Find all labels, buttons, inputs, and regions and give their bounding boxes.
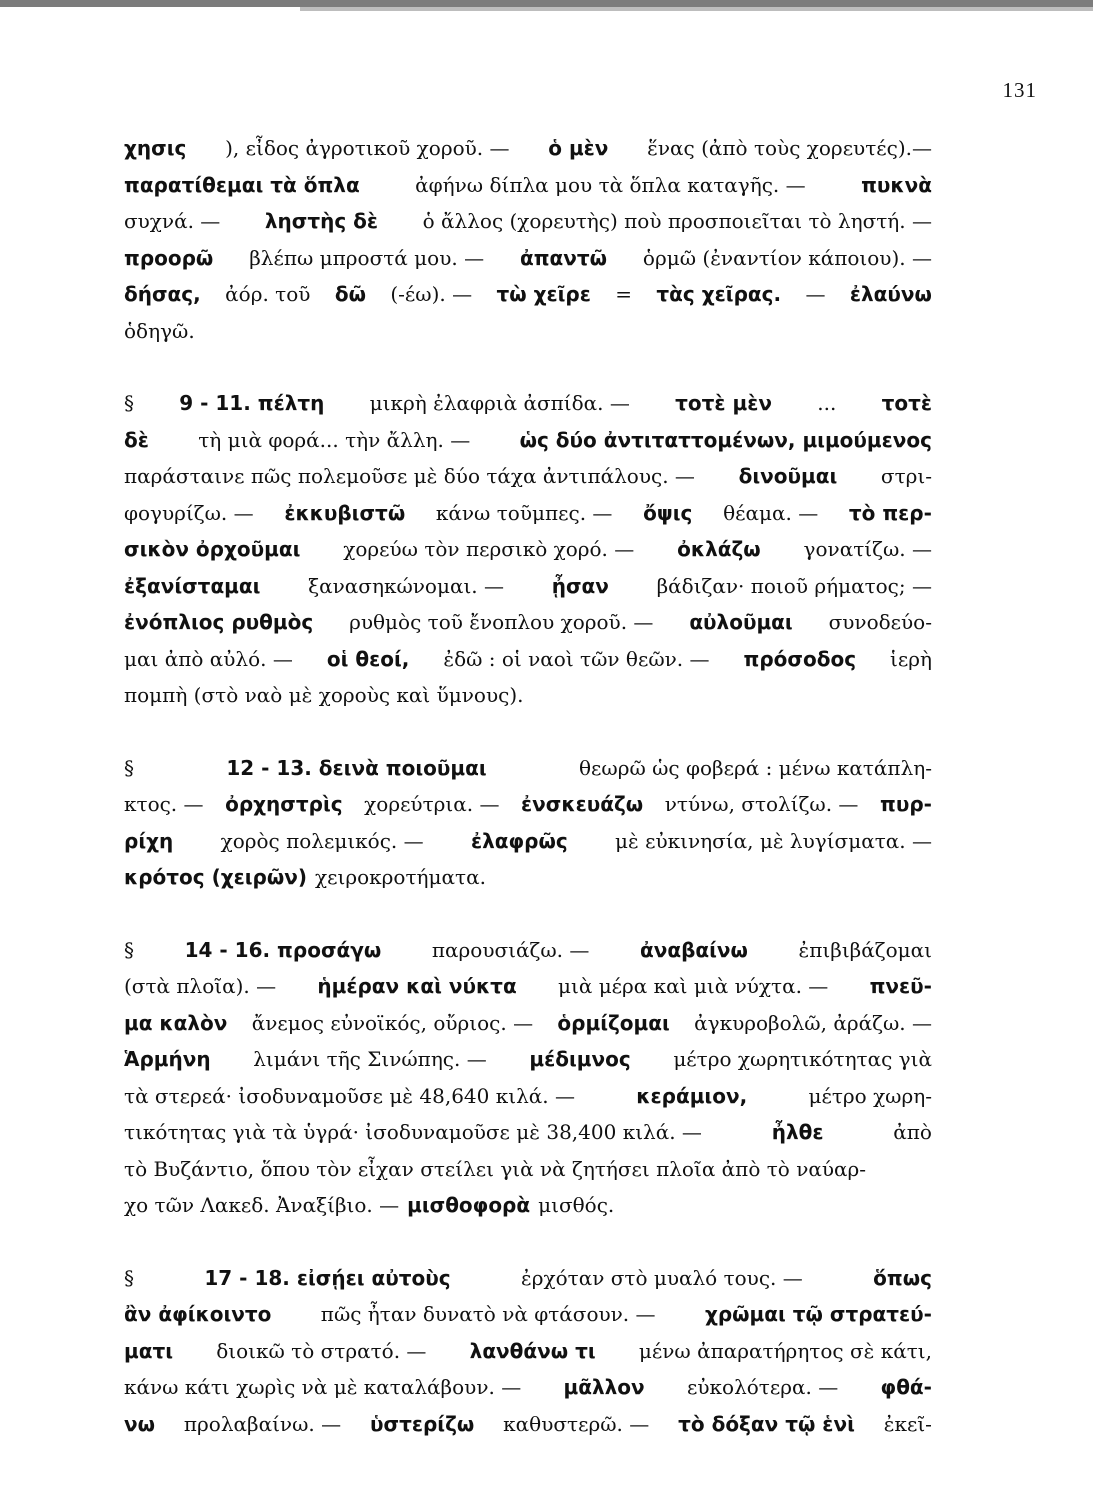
scan-top-border [0, 0, 1093, 7]
headword: τὸ δόξαν τῷ ἑνὶ [678, 1411, 855, 1436]
gloss-text: ὁ ἄλλος (χορευτὴς) ποὺ προσποιεῖται τὸ ληστή. — [422, 209, 932, 233]
headword: ἐλαύνω [849, 282, 932, 306]
headword: ἐνόπλιος ρυθμὸς [124, 610, 314, 634]
text-line [124, 1114, 932, 1151]
gloss-text: θεωρῶ ὡς φοβερά : μένω κατάπλη- [578, 755, 932, 780]
text-line [124, 1151, 932, 1188]
gloss-text: λιμάνι τῆς Σινώπης. — [253, 1047, 487, 1071]
headword: ὁρμίζομαι [557, 1010, 670, 1035]
text-line [124, 786, 932, 823]
gloss-text: κάνω τοῦμπες. — [435, 500, 613, 525]
gloss-text: § [124, 1265, 134, 1290]
gloss-text: κτος. — [124, 792, 204, 816]
headword: ὄψις [643, 500, 693, 525]
gloss-text: ἐπιβιβάζομαι [798, 937, 932, 962]
headword: τὸ περ- [848, 500, 932, 525]
gloss-text: ὁρμῶ (ἐναντίον κάποιου). — [642, 245, 932, 270]
gloss-text: θέαμα. — [723, 500, 819, 525]
headword: Ἁρμήνη [124, 1047, 211, 1071]
text-line [124, 1187, 932, 1224]
gloss-text: πῶς ἦταν δυνατὸ νὰ φτάσουν. — [320, 1302, 656, 1326]
gloss-text: (-έω). — [390, 282, 473, 306]
gloss-text: προλαβαίνω. — [183, 1411, 342, 1436]
gloss-text: § [124, 755, 134, 780]
text-line [124, 604, 932, 641]
headword: λανθάνω τι [469, 1338, 596, 1363]
gloss-text: συχνά. — [124, 209, 221, 233]
text-line [124, 130, 932, 167]
gloss-text: ἀόρ. τοῦ [225, 282, 311, 306]
text-line [124, 859, 932, 896]
headword: ὅπως [873, 1265, 932, 1290]
gloss-text: § [124, 391, 134, 415]
gloss-text: — [805, 282, 826, 306]
headword: ᾖσαν [551, 573, 609, 598]
gloss-text: μέτρο χωρη- [808, 1083, 932, 1108]
headword: μα καλὸν [124, 1010, 228, 1035]
gloss-text: μιὰ μέρα καὶ μιὰ νύχτα. — [557, 974, 829, 998]
headword: χρῶμαι τῷ στρατεύ- [704, 1302, 932, 1326]
text-line [124, 568, 932, 605]
gloss-text: ἀγκυροβολῶ, ἀράζω. — [694, 1010, 932, 1035]
gloss-text: μικρὴ ἐλαφριὰ ἀσπίδα. — [369, 391, 630, 415]
text-line [124, 276, 932, 313]
gloss-text: παρουσιάζω. — [431, 937, 590, 962]
gloss-text: ἱερὴ [890, 646, 932, 671]
headword: 9 - 11. πέλτη [179, 391, 325, 415]
headword: ὡς δύο ἀντιταττομένων, μιμούμενος [519, 427, 932, 452]
text-line [124, 313, 932, 350]
gloss-text: τικότητας γιὰ τὰ ὑγρά· ἰσοδυναμοῦσε μὲ 38,400 κιλά. — [124, 1120, 702, 1144]
gloss-text: βάδιζαν· ποιοῦ ρήματος; — [656, 573, 932, 598]
headword: δῶ [334, 282, 366, 306]
text-line [124, 1296, 932, 1333]
text-line [124, 1333, 932, 1370]
gloss-text: στρι- [880, 464, 932, 488]
gloss-text: ἐδῶ : οἱ ναοὶ τῶν θεῶν. — [443, 646, 710, 671]
gloss-text: χορὸς πολεμικός. — [220, 828, 424, 853]
headword: μισθοφορὰ [407, 1193, 531, 1217]
text-line [124, 1369, 932, 1406]
paragraph-gap [124, 896, 932, 932]
text-line [124, 641, 932, 678]
gloss-text: (στὰ πλοῖα). — [124, 974, 277, 998]
text-line [124, 422, 932, 459]
text-line [124, 167, 932, 204]
headword: πνεῦ- [869, 974, 932, 998]
headword: δὲ [124, 427, 149, 452]
gloss-text: ... [817, 391, 837, 415]
headword: ἐκκυβιστῶ [284, 500, 406, 525]
gloss-text: διοικῶ τὸ στρατό. — [216, 1338, 427, 1363]
headword: τοτὲ μὲν [675, 391, 772, 415]
text-line [124, 932, 932, 969]
text-line [124, 1406, 932, 1443]
gloss-text: καθυστερῶ. — [503, 1411, 650, 1436]
headword: ὑστερίζω [369, 1411, 475, 1436]
text-line [124, 1005, 932, 1042]
headword: δήσας, [124, 282, 201, 306]
headword: οἱ θεοί, [326, 646, 410, 671]
gloss-text: χειροκροτήματα. [315, 865, 486, 889]
headword: ἀναβαίνω [639, 937, 748, 962]
gloss-text: παράσταινε πῶς πολεμοῦσε μὲ δύο τάχα ἀντιπάλους. — [124, 464, 695, 488]
gloss-text: συνοδεύο- [828, 610, 932, 634]
gloss-text: ντύνω, στολίζω. — [664, 792, 859, 816]
gloss-text: τὸ Βυζάντιο, ὅπου τὸν εἶχαν στείλει γιὰ νὰ ζητήσει πλοῖα ἀπὸ τὸ ναύαρ- [124, 1156, 867, 1181]
gloss-text: ἕνας (ἀπὸ τοὺς χορευτές).— [647, 136, 932, 160]
scan-top-shadow [300, 7, 1093, 11]
headword: τὼ χεῖρε [496, 282, 591, 306]
gloss-text: ἐκεῖ- [883, 1411, 932, 1436]
paragraph-gap [124, 714, 932, 750]
gloss-text: = [615, 282, 633, 306]
headword: μᾶλλον [563, 1375, 645, 1399]
gloss-text: φογυρίζω. — [124, 500, 254, 525]
headword: ὁ μὲν [548, 136, 609, 160]
headword: τοτὲ [881, 391, 932, 415]
gloss-text: χο τῶν Λακεδ. Ἀναξίβιο. — [124, 1193, 400, 1217]
text-line [124, 203, 932, 240]
text-line [124, 458, 932, 495]
text-line [124, 495, 932, 532]
headword: ἦλθε [771, 1120, 824, 1144]
gloss-text: ἐρχόταν στὸ μυαλό τους. — [520, 1265, 803, 1290]
gloss-text: κάνω κάτι χωρὶς νὰ μὲ καταλάβουν. — [124, 1375, 522, 1399]
headword: πρόσοδος [743, 646, 857, 671]
gloss-text: εὐκολότερα. — [687, 1375, 839, 1399]
gloss-text: § [124, 937, 134, 962]
gloss-text: μισθός. [538, 1193, 615, 1217]
gloss-text: τὴ μιὰ φορά... τὴν ἄλλη. — [198, 427, 471, 452]
gloss-text: τὰ στερεά· ἰσοδυναμοῦσε μὲ 48,640 κιλά. — [124, 1083, 575, 1108]
headword: νω [124, 1411, 156, 1436]
text-line [124, 531, 932, 568]
glossary-text-block [124, 130, 932, 1442]
headword: σικὸν ὀρχοῦμαι [124, 537, 301, 561]
paragraph-gap [124, 349, 932, 385]
gloss-text: πομπὴ (στὸ ναὸ μὲ χοροὺς καὶ ὕμνους). [124, 683, 524, 707]
headword: τὰς χεῖρας. [656, 282, 782, 306]
headword: μέδιμνος [529, 1047, 631, 1071]
headword: κεράμιον, [636, 1083, 748, 1108]
gloss-text: γονατίζω. — [803, 537, 932, 561]
headword: πυκνὰ [861, 172, 932, 197]
gloss-text: μὲ εὐκινησία, μὲ λυγίσματα. — [615, 828, 932, 853]
headword: ρίχη [124, 828, 174, 853]
headword: ἀπαντῶ [519, 245, 608, 270]
gloss-text: βλέπω μπροστά μου. — [249, 245, 485, 270]
text-line [124, 750, 932, 787]
headword: ληστὴς δὲ [264, 209, 379, 233]
page-number: 131 [1002, 78, 1037, 102]
headword: 17 - 18. εἰσῄει αὐτοὺς [204, 1265, 451, 1290]
gloss-text: ἀφήνω δίπλα μου τὰ ὅπλα καταγῆς. — [415, 172, 806, 197]
headword: ἐξανίσταμαι [124, 573, 261, 598]
gloss-text: ξανασηκώνομαι. — [308, 573, 505, 598]
headword: αὐλοῦμαι [689, 610, 793, 634]
text-line [124, 1078, 932, 1115]
gloss-text: ), εἶδος ἀγροτικοῦ χοροῦ. — [225, 136, 510, 160]
text-line [124, 1260, 932, 1297]
text-line [124, 968, 932, 1005]
headword: ἡμέραν καὶ νύκτα [317, 974, 517, 998]
headword: ἐλαφρῶς [470, 828, 568, 853]
text-line [124, 385, 932, 422]
headword: ἐνσκευάζω [521, 792, 644, 816]
headword: ματι [124, 1338, 174, 1363]
text-line [124, 823, 932, 860]
headword: ὀρχηστρὶς [225, 792, 343, 816]
headword: 12 - 13. δεινὰ ποιοῦμαι [226, 755, 487, 780]
headword: προορῶ [124, 245, 214, 270]
headword: φθά- [880, 1375, 932, 1399]
gloss-text: ὁδηγῶ. [124, 318, 195, 343]
text-line [124, 677, 932, 714]
text-line [124, 1041, 932, 1078]
text-line [124, 240, 932, 277]
gloss-text: μέτρο χωρητικότητας γιὰ [673, 1047, 932, 1071]
gloss-text: χορεύτρια. — [364, 792, 500, 816]
gloss-text: μένω ἀπαρατήρητος σὲ κάτι, [638, 1338, 932, 1363]
headword: παρατίθεμαι τὰ ὅπλα [124, 172, 360, 197]
headword: πυρ- [880, 792, 932, 816]
gloss-text: χορεύω τὸν περσικὸ χορό. — [343, 537, 635, 561]
gloss-text: ρυθμὸς τοῦ ἔνοπλου χοροῦ. — [349, 610, 654, 634]
headword: χησις [124, 136, 187, 160]
gloss-text: ἄνεμος εὐνοϊκός, οὔριος. — [251, 1010, 534, 1035]
gloss-text: μαι ἀπὸ αὐλό. — [124, 646, 293, 671]
headword: 14 - 16. προσάγω [184, 937, 382, 962]
gloss-text: ἀπὸ [893, 1120, 932, 1144]
headword: ἂν ἀφίκοιντο [124, 1302, 272, 1326]
headword: κρότος (χειρῶν) [124, 865, 308, 889]
headword: δινοῦμαι [738, 464, 838, 488]
headword: ὀκλάζω [677, 537, 761, 561]
paragraph-gap [124, 1224, 932, 1260]
